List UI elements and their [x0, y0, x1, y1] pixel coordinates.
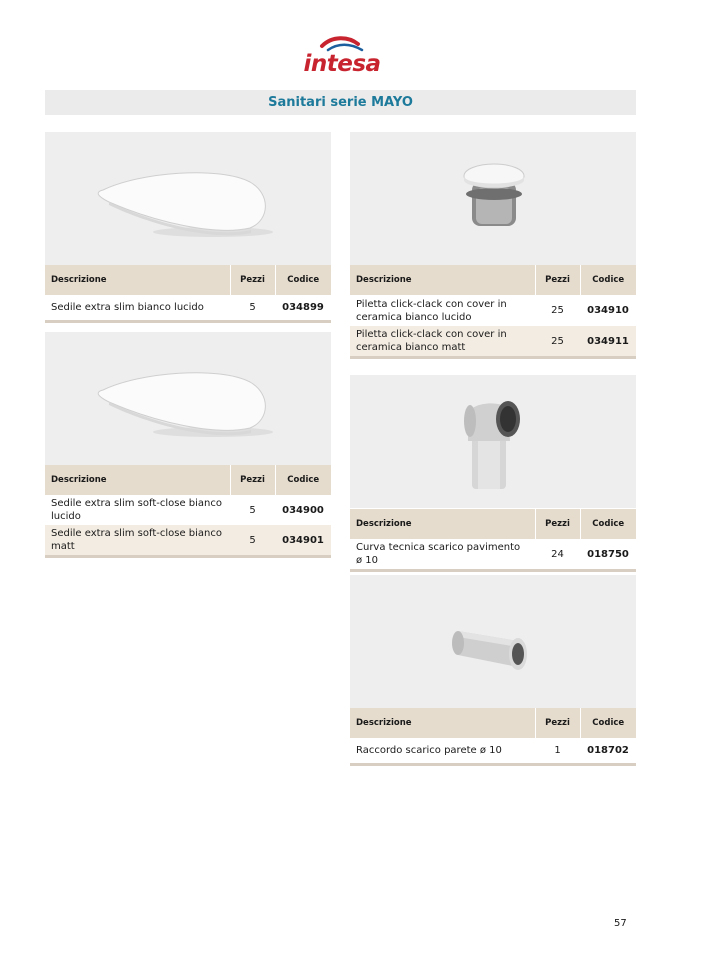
- table-header: [350, 509, 636, 539]
- row-description: Sedile extra slim soft-close bianco matt: [45, 525, 230, 557]
- product-photo-seat-slim: [45, 132, 331, 265]
- row-description: Sedile extra slim bianco lucido: [45, 295, 230, 321]
- floor-drain-bend-icon: [350, 375, 636, 508]
- header-code: Codice: [580, 265, 636, 295]
- table-header: [45, 465, 331, 495]
- table-row: [45, 295, 331, 321]
- row-qty: 5: [230, 495, 275, 525]
- product-table-floor-bend: [350, 509, 636, 572]
- header-code: Codice: [580, 708, 636, 738]
- toilet-seat-softclose-icon: [45, 332, 331, 465]
- toilet-seat-icon: [45, 132, 331, 265]
- table-header: [350, 265, 636, 295]
- row-code: 018702: [580, 738, 636, 764]
- table-row: [350, 539, 636, 571]
- header-qty: Pezzi: [535, 708, 580, 738]
- product-table-drain: [350, 265, 636, 359]
- brand-name: intesa: [303, 51, 381, 77]
- table-header: [45, 265, 331, 295]
- row-code: 018750: [580, 539, 636, 571]
- product-table-wall-fitting: [350, 708, 636, 766]
- product-photo-floor-bend: [350, 375, 636, 508]
- header-qty: Pezzi: [535, 509, 580, 539]
- page-number: 57: [614, 918, 627, 929]
- table-row: [350, 326, 636, 358]
- product-photo-seat-softclose: [45, 332, 331, 465]
- table-row: [45, 495, 331, 525]
- header-description: Descrizione: [45, 465, 230, 495]
- click-clack-drain-icon: [350, 132, 636, 265]
- product-table-seat-softclose: [45, 465, 331, 558]
- row-qty: 5: [230, 525, 275, 557]
- row-description: Sedile extra slim soft-close bianco lucido: [45, 495, 230, 525]
- header-code: Codice: [275, 465, 331, 495]
- table-row: [350, 738, 636, 764]
- header-code: Codice: [580, 509, 636, 539]
- header-code: Codice: [275, 265, 331, 295]
- header-description: Descrizione: [350, 708, 535, 738]
- row-description: Piletta click-clack con cover in ceramica bianco matt: [350, 326, 535, 358]
- row-qty: 1: [535, 738, 580, 764]
- header-qty: Pezzi: [230, 265, 275, 295]
- header-qty: Pezzi: [230, 465, 275, 495]
- page-title: Sanitari serie MAYO: [45, 90, 636, 115]
- row-code: 034910: [580, 295, 636, 326]
- row-description: Raccordo scarico parete ø 10: [350, 738, 535, 764]
- row-code: 034900: [275, 495, 331, 525]
- row-description: Piletta click-clack con cover in ceramica bianco lucido: [350, 295, 535, 326]
- row-description: Curva tecnica scarico pavimento ø 10: [350, 539, 535, 571]
- wall-drain-fitting-icon: [350, 575, 636, 708]
- row-qty: 25: [535, 326, 580, 358]
- table-header: [350, 708, 636, 738]
- row-qty: 5: [230, 295, 275, 321]
- row-code: 034901: [275, 525, 331, 557]
- row-code: 034911: [580, 326, 636, 358]
- table-row: [350, 295, 636, 326]
- row-code: 034899: [275, 295, 331, 321]
- header-description: Descrizione: [350, 265, 535, 295]
- product-photo-wall-fitting: [350, 575, 636, 708]
- brand-logo: [300, 34, 384, 80]
- product-table-seat-slim: [45, 265, 331, 323]
- table-row: [45, 525, 331, 557]
- header-qty: Pezzi: [535, 265, 580, 295]
- product-photo-drain: [350, 132, 636, 265]
- row-qty: 25: [535, 295, 580, 326]
- header-description: Descrizione: [350, 509, 535, 539]
- header-description: Descrizione: [45, 265, 230, 295]
- row-qty: 24: [535, 539, 580, 571]
